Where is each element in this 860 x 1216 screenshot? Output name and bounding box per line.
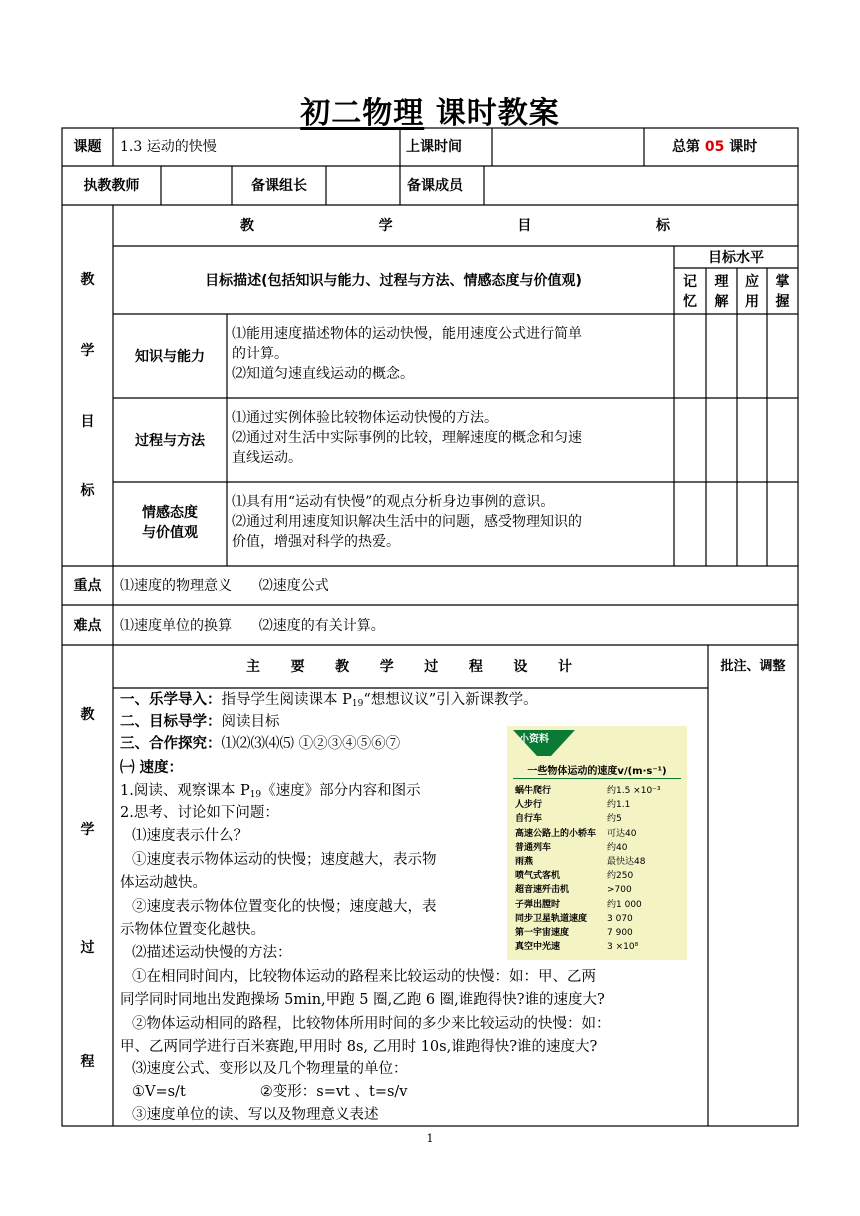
speed-value: >700 bbox=[607, 885, 632, 896]
process-method-label: 过程与方法 bbox=[135, 433, 205, 449]
answer-1a: ①速度表示物体运动的快慢；速度越大，表示物 bbox=[132, 852, 437, 868]
speed-table-row bbox=[515, 798, 685, 812]
level-understand: 理 解 bbox=[714, 274, 729, 310]
key-point-value: ⑴速度的物理意义 ⑵速度公式 bbox=[120, 578, 329, 594]
notes-heading: 批注、调整 bbox=[720, 659, 786, 674]
speed-table-row bbox=[515, 912, 685, 926]
speed-table-row bbox=[515, 926, 685, 940]
emotion-label: 情感态度 与价值观 bbox=[142, 505, 198, 541]
speed-table-row bbox=[515, 940, 685, 954]
speed-table-row bbox=[515, 827, 685, 841]
question-2: ⑵描述运动快慢的方法： bbox=[132, 945, 292, 961]
page-number: 1 bbox=[426, 1132, 434, 1145]
formula-line: ①V=s/t ②变形：s=vt 、t=s/v bbox=[132, 1084, 408, 1100]
speed-value: 7 900 bbox=[607, 928, 633, 939]
difficult-point-label: 难点 bbox=[73, 618, 102, 634]
class-time-label: 上课时间 bbox=[406, 139, 462, 155]
level-apply: 应 用 bbox=[745, 274, 759, 310]
question-3: ⑶速度公式、变形以及几个物理量的单位： bbox=[132, 1061, 408, 1077]
objectives-side-4: 标 bbox=[80, 483, 95, 499]
process-side-2: 学 bbox=[80, 822, 95, 838]
speed-object: 同步卫星轨道速度 bbox=[515, 913, 588, 924]
process-heading: 主 要 教 学 过 程 设 计 bbox=[246, 659, 572, 675]
speed-value: 约40 bbox=[607, 842, 628, 853]
teacher-label: 执教教师 bbox=[83, 178, 140, 194]
objectives-side-2: 学 bbox=[80, 343, 95, 359]
total-lesson-number: 05 bbox=[704, 139, 725, 155]
page-title: 初二物理 课时教案 bbox=[300, 96, 560, 131]
explore-line: 三、合作探究：⑴⑵⑶⑷⑸ ①②③④⑤⑥⑦ bbox=[120, 736, 401, 752]
objectives-heading: 教 学 目 标 bbox=[240, 218, 670, 234]
knowledge-content: ⑴能用速度描述物体的运动快慢，能用速度公式进行简单 的计算。 ⑵知道匀速直线运动的概念。 bbox=[232, 326, 582, 382]
goal-line: 二、目标导学：阅读目标 bbox=[120, 714, 280, 730]
speed-value: 约250 bbox=[607, 871, 634, 882]
speed-object: 第一宇宙速度 bbox=[515, 928, 570, 939]
speed-table-row bbox=[515, 784, 685, 798]
speed-object: 普通列车 bbox=[515, 842, 552, 853]
speed-value: 可达40 bbox=[607, 828, 637, 839]
speed-heading: ㈠ 速度： bbox=[120, 760, 184, 776]
speed-object: 真空中光速 bbox=[515, 942, 561, 953]
speed-reference-table bbox=[507, 726, 687, 960]
knowledge-label: 知识与能力 bbox=[135, 349, 205, 365]
speed-object: 喷气式客机 bbox=[515, 871, 561, 882]
total-lesson: 总第 05 课时 bbox=[672, 139, 758, 155]
read-line: 1.阅读、观察课本 $P_{19}$《速度》部分内容和图示 bbox=[120, 783, 421, 800]
level-memory: 记 忆 bbox=[683, 274, 697, 310]
discuss-line: 2.思考、讨论如下问题： bbox=[120, 805, 279, 821]
unit-line: ③速度单位的读、写以及物理意义表述 bbox=[132, 1107, 379, 1123]
method-1-cont: 同学同时同地出发跑操场 5min,甲跑 5 圈,乙跑 6 圈,谁跑得快?谁的速度大? bbox=[120, 992, 605, 1008]
method-2-cont: 甲、乙两同学进行百米赛跑,甲用时 8s, 乙用时 10s,谁跑得快?谁的速度大? bbox=[120, 1039, 598, 1055]
answer-1b-cont: 示物体位置变化越快。 bbox=[120, 922, 265, 938]
speed-table-row bbox=[515, 855, 685, 869]
speed-table-row bbox=[515, 898, 685, 912]
objectives-description: 目标描述(包括知识与能力、过程与方法、情感态度与价值观) bbox=[205, 273, 582, 289]
group-leader-label: 备课组长 bbox=[251, 178, 307, 194]
difficult-point-value: ⑴速度单位的换算 ⑵速度的有关计算。 bbox=[120, 618, 385, 634]
group-member-label: 备课成员 bbox=[407, 178, 463, 194]
speed-table-row bbox=[515, 869, 685, 883]
speed-table-row bbox=[515, 812, 685, 826]
speed-object: 子弹出膛时 bbox=[515, 899, 561, 910]
answer-1b: ②速度表示物体位置变化的快慢；速度越大，表 bbox=[132, 899, 437, 915]
speed-table-title: 一些物体运动的速度v/(m·s⁻¹) bbox=[527, 766, 667, 777]
objectives-side-3: 目 bbox=[80, 414, 95, 430]
method-2: ②物体运动相同的路程，比较物体所用时间的多少来比较运动的快慢：如： bbox=[132, 1016, 611, 1032]
tag-label: 小资料 bbox=[519, 734, 549, 745]
speed-table-row bbox=[515, 883, 685, 897]
process-side-4: 程 bbox=[80, 1054, 95, 1070]
speed-object: 高速公路上的小轿车 bbox=[515, 828, 597, 839]
process-method-content: ⑴通过实例体验比较物体运动快慢的方法。 ⑵通过对生活中实际事例的比较，理解速度的概念和匀速 直线运动。 bbox=[232, 410, 582, 466]
speed-object: 自行车 bbox=[515, 814, 543, 825]
speed-value: 3 070 bbox=[607, 913, 633, 924]
emotion-content: ⑴具有用“运动有快慢”的观点分析身边事例的意识。 ⑵通过利用速度知识解决生活中的问题，感受物理知识的 价值，增强对科学的热爱。 bbox=[232, 494, 582, 550]
key-point-label: 重点 bbox=[73, 578, 102, 594]
speed-value: 约1.1 bbox=[607, 800, 631, 811]
speed-value: 约1 000 bbox=[607, 899, 642, 910]
speed-object: 蜗牛爬行 bbox=[515, 786, 552, 796]
speed-object: 人步行 bbox=[515, 800, 543, 811]
question-1: ⑴速度表示什么？ bbox=[132, 828, 248, 844]
process-side-3: 过 bbox=[80, 940, 95, 956]
target-level-title: 目标水平 bbox=[708, 250, 764, 266]
speed-object: 超音速歼击机 bbox=[515, 885, 570, 896]
process-side-1: 教 bbox=[80, 707, 95, 723]
speed-table-row bbox=[515, 841, 685, 855]
answer-1a-cont: 体运动越快。 bbox=[120, 875, 207, 891]
speed-value: 最快达48 bbox=[607, 857, 646, 868]
speed-value: 约5 bbox=[607, 814, 622, 825]
speed-object: 雨燕 bbox=[515, 857, 534, 868]
level-master: 掌 握 bbox=[775, 274, 790, 310]
speed-value: 约1.5 ×10⁻³ bbox=[607, 786, 661, 796]
speed-table-rows bbox=[515, 784, 685, 954]
speed-value: 3 ×10⁸ bbox=[607, 942, 639, 953]
topic-value: 1.3 运动的快慢 bbox=[120, 139, 217, 155]
intro-line: 一、乐学导入：指导学生阅读课本 $P_{19}“$想想议议”引入新课教学。 bbox=[120, 692, 538, 709]
objectives-side-1: 教 bbox=[80, 272, 95, 288]
method-1: ①在相同时间内，比较物体运动的路程来比较运动的快慢：如：甲、乙两 bbox=[132, 969, 596, 985]
topic-label: 课题 bbox=[73, 139, 102, 155]
